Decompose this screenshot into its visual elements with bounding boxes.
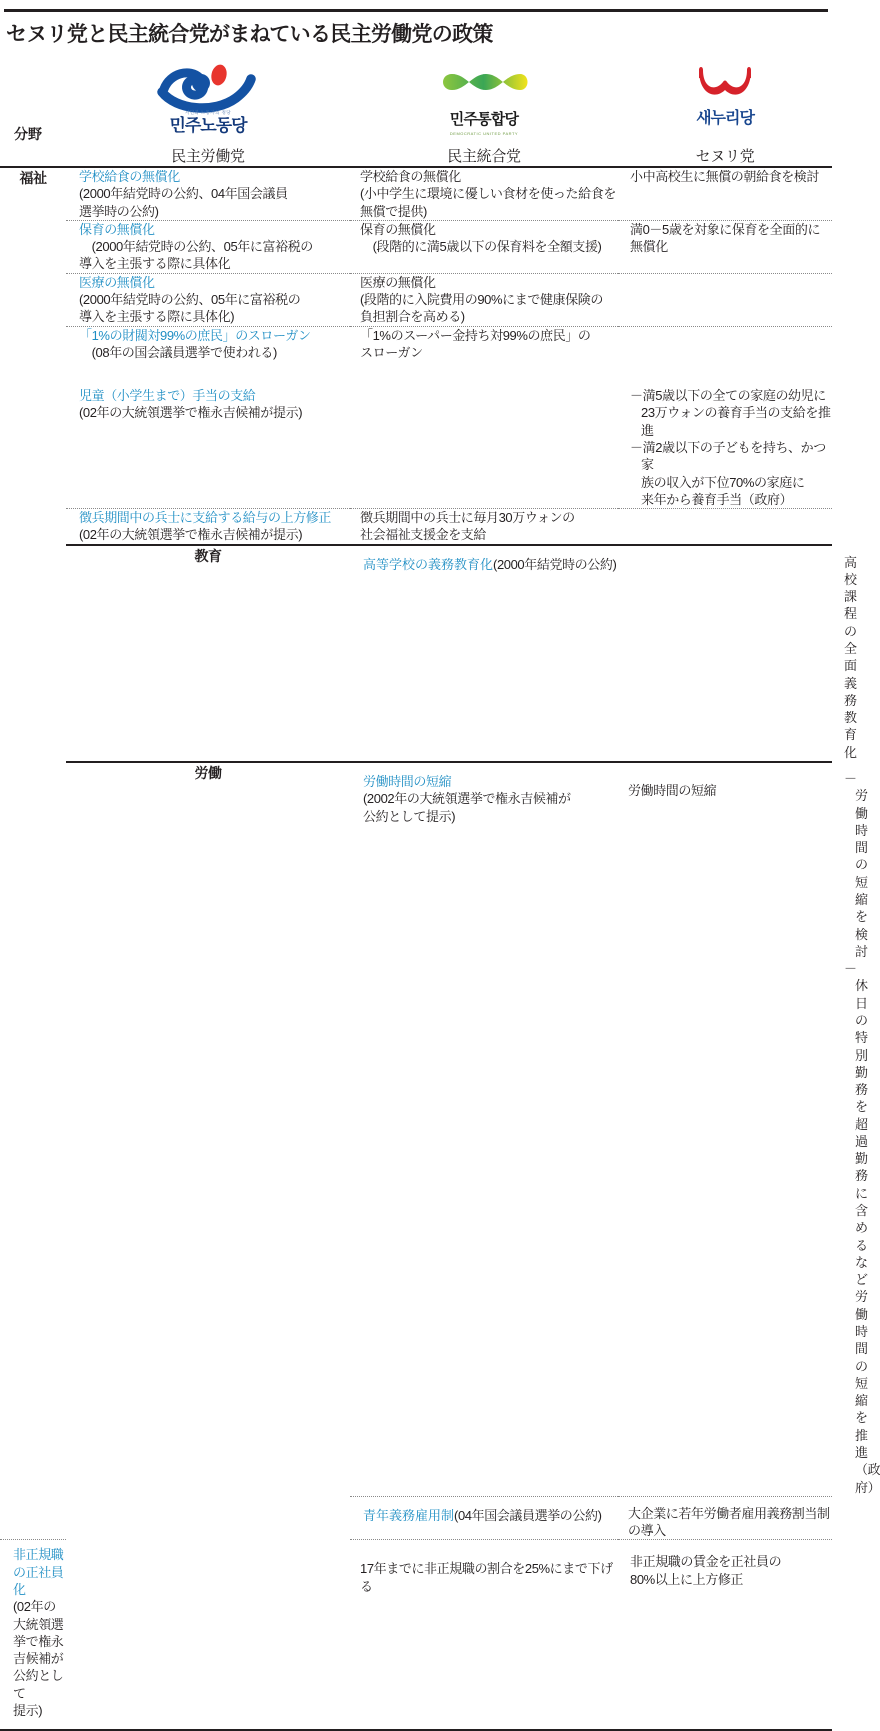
dlp-logo-box xyxy=(156,58,260,136)
dup-infinity-icon xyxy=(434,64,534,104)
saenuri-arc-icon xyxy=(677,64,773,108)
cell-saenuri xyxy=(618,387,832,508)
policy-heading: 保育の無償化 xyxy=(360,221,436,237)
policy-detail-line: (02年の大統領選挙で権永吉候補が提示) xyxy=(79,527,303,543)
policy-comparison-table xyxy=(0,166,880,1731)
cell-dup xyxy=(618,1496,832,1540)
cell-saenuri xyxy=(618,509,832,545)
policy-detail-line: 無償で提供) xyxy=(360,203,427,219)
policy-detail-line: (2000年結党時の公約、04年国会議員 xyxy=(79,186,288,202)
policy-detail-line: (02年の大統領選挙で権永吉候補が提示) xyxy=(79,405,303,421)
cell-dup xyxy=(350,326,618,361)
policy-detail-line: 満5歳以下の全ての家庭の幼児に xyxy=(642,388,826,404)
policy-detail-line: (段階的に満5歳以下の保育料を全額支援) xyxy=(360,239,602,255)
cell-dup xyxy=(350,387,618,482)
cell-dlp xyxy=(66,220,350,273)
cell-dlp xyxy=(350,545,832,762)
policy-heading-inline xyxy=(363,1505,618,1525)
policy-detail-line: 負担割合を高める) xyxy=(360,309,465,325)
table-row xyxy=(0,762,832,1496)
policy-detail-line: (小中学生に環境に優しい食材を使った給食を xyxy=(360,186,616,202)
table-row xyxy=(0,326,832,361)
party-column-dlp xyxy=(66,58,350,166)
saenuri-logo-korean-name: 새누리당 xyxy=(696,110,754,127)
policy-detail-line: 非正規職の賃金を正社員の xyxy=(630,1554,782,1570)
party-column-saenuri xyxy=(618,58,832,166)
policy-detail-line: 無償化 xyxy=(630,239,668,255)
policy-detail-line: (08年の国会議員選挙で使われる) xyxy=(79,344,277,360)
cell-dlp xyxy=(0,1540,66,1730)
policy-detail-line: (2000年結党時の公約、05年に富裕税の xyxy=(79,239,313,255)
page-title: セヌリ党と民主統合党がまねている民主労働党の政策 xyxy=(6,23,493,46)
policy-detail-line: 選挙時の公約) xyxy=(79,203,159,219)
cell-dlp xyxy=(66,509,350,545)
policy-heading: 徴兵期間中の兵士に支給する給与の上方修正 xyxy=(79,510,332,526)
cell-dlp xyxy=(66,483,350,509)
policy-detail-inline: (2000年結党時の公約) xyxy=(493,556,617,572)
policy-dash-item xyxy=(844,960,868,1202)
dup-logo-box xyxy=(434,58,534,136)
policy-detail-line: 導入を主張する際に具体化 xyxy=(79,256,231,272)
policy-detail-line: 導入を主張する際に具体化) xyxy=(79,309,235,325)
policy-detail-line: 80%以上に上方修正 xyxy=(630,1571,744,1587)
table-row xyxy=(0,387,832,482)
policy-detail-line: 23万ウォンの養育手当の支給を推進 xyxy=(641,405,831,438)
table-row xyxy=(0,220,832,273)
party-name-dlp: 民主労働党 xyxy=(171,148,245,165)
cell-saenuri xyxy=(618,361,832,387)
policy-dash-item xyxy=(630,439,832,474)
dlp-swoosh-icon xyxy=(156,64,260,114)
table-row xyxy=(0,509,832,545)
policy-detail-line: スローガン xyxy=(360,344,423,360)
party-column-dup xyxy=(350,58,618,166)
cell-dup xyxy=(350,168,618,220)
policy-heading: 学校給食の無償化 xyxy=(360,169,461,184)
cell-dlp xyxy=(66,273,350,326)
cell-saenuri xyxy=(618,326,832,361)
policy-detail-line: 族の収入が下位70%の家庭に xyxy=(641,474,805,490)
policy-detail-inline: (04年国会議員選挙の公約) xyxy=(454,1507,602,1523)
policy-detail-line: 大企業に若年労働者雇用義務割当制の導入 xyxy=(628,1505,830,1539)
section-label-welfare: 福祉 xyxy=(19,170,47,186)
party-header xyxy=(0,48,832,166)
policy-heading: 非正規職の正社員化 xyxy=(13,1547,64,1597)
policy-heading: 児童（小学生まで）手当の支給 xyxy=(79,388,256,404)
policy-detail-line: (段階的に入院費用の90%にまで健康保険の xyxy=(360,291,603,307)
policy-detail-line: 小中高校生に無償の朝給食を検討 xyxy=(630,169,820,184)
policy-dash-list xyxy=(630,387,832,508)
policy-heading: 高等学校の義務教育化 xyxy=(363,556,494,572)
dash-marker: － xyxy=(844,771,857,786)
cell-dlp xyxy=(350,762,618,1496)
policy-detail-line: 満2歳以下の子どもを持ち、かつ家 xyxy=(641,439,826,473)
dlp-logo-korean-name: 민주노동당 xyxy=(169,116,247,135)
cell-dup xyxy=(350,1540,618,1730)
policy-heading: 医療の無償化 xyxy=(79,274,155,290)
cell-dup xyxy=(350,483,618,509)
policy-detail-line: 提示) xyxy=(13,1702,43,1718)
party-name-saenuri: セヌリ党 xyxy=(695,148,755,165)
policy-heading: 学校給食の無償化 xyxy=(79,169,180,184)
table-row xyxy=(0,273,832,326)
policy-heading: 保育の無償化 xyxy=(79,221,155,237)
section-label-education: 教育 xyxy=(66,545,350,762)
cell-dlp xyxy=(66,168,350,220)
policy-detail-line: (2000年結党時の公約、05年に富裕税の xyxy=(79,291,301,307)
cell-saenuri xyxy=(618,168,832,220)
policy-dash-item xyxy=(630,387,832,404)
policy-detail-line: （政府） xyxy=(855,1462,880,1495)
policy-detail-line: 17年までに非正規職の割合を25%にまで下げる xyxy=(360,1561,613,1594)
field-column-header: 分野 xyxy=(14,126,42,142)
table-spacer-row xyxy=(0,361,832,387)
saenuri-arc-logo xyxy=(677,64,773,136)
cell-dlp xyxy=(350,1496,618,1540)
policy-heading: 労働時間の短縮 xyxy=(363,774,452,789)
cell-dup xyxy=(350,361,618,387)
policy-detail-line: (2002年の大統領選挙で権永吉候補が xyxy=(363,791,571,807)
policy-detail-line: (02年の大統領選挙で権永吉候補が公約として xyxy=(13,1599,64,1701)
cell-saenuri xyxy=(618,273,832,326)
table-row xyxy=(0,168,832,220)
section-label-labor: 労働 xyxy=(66,762,350,1730)
dash-marker: － xyxy=(630,439,643,455)
policy-detail-line: 来年から養育手当（政府） xyxy=(641,491,793,507)
cell-dup xyxy=(350,220,618,273)
cell-saenuri xyxy=(618,220,832,273)
table-row: 教育 高等学校の義務教育化(2000年結党時の公約) 高校課程の全面義務教育化 xyxy=(0,545,832,762)
field-label-column xyxy=(0,124,66,166)
policy-detail-line: 労働時間の短縮 xyxy=(628,783,717,798)
dlp-logo-tagline: 서민과 노동자의 정당 xyxy=(184,110,232,115)
saenuri-logo-box xyxy=(677,58,773,136)
dup-logo-tagline: DEMOCRATIC UNITED PARTY xyxy=(449,131,519,136)
cell-saenuri xyxy=(618,1540,832,1730)
policy-heading: 青年義務雇用制 xyxy=(363,1507,455,1523)
cell-dup xyxy=(350,273,618,326)
infographic-page xyxy=(0,9,880,1718)
cell-dlp xyxy=(66,361,350,387)
policy-detail-line: 徴兵期間中の兵士に毎月30万ウォンの xyxy=(360,510,575,526)
dash-marker: － xyxy=(844,961,857,977)
policy-detail-line: 休日の特別勤務を超過勤務に xyxy=(855,978,868,1201)
policy-detail-line: 「1%のスーパー金持ち対99%の庶民」の xyxy=(360,327,591,343)
policy-detail-line: 公約として提示) xyxy=(363,808,456,824)
dash-marker: － xyxy=(630,388,643,404)
policy-heading: 医療の無償化 xyxy=(360,274,436,290)
policy-detail-line: 含めるなど労働時間の短縮を推進 xyxy=(855,1203,868,1460)
dup-logo-korean-name: 민주통합당 xyxy=(449,111,519,128)
policy-heading: 「1%の財閥対99%の庶民」のスローガン xyxy=(79,327,311,343)
cell-dup xyxy=(350,509,618,545)
cell-dlp xyxy=(66,326,350,361)
cell-dlp xyxy=(66,387,350,482)
party-name-dup: 民主統合党 xyxy=(447,148,521,165)
dup-infinity-logo xyxy=(434,64,534,136)
policy-detail-line: 満0－5歳を対象に保育を全面的に xyxy=(630,221,821,237)
policy-dash-item xyxy=(844,770,868,960)
cell-dup xyxy=(618,762,832,1496)
policy-table-body xyxy=(0,167,880,1731)
policy-detail-line: 労働時間の短縮を検討 xyxy=(855,788,868,959)
policy-detail-line: 社会福祉支援金を支給 xyxy=(360,527,487,543)
policy-heading-inline xyxy=(363,554,832,574)
dlp-swoosh-logo xyxy=(156,64,260,136)
